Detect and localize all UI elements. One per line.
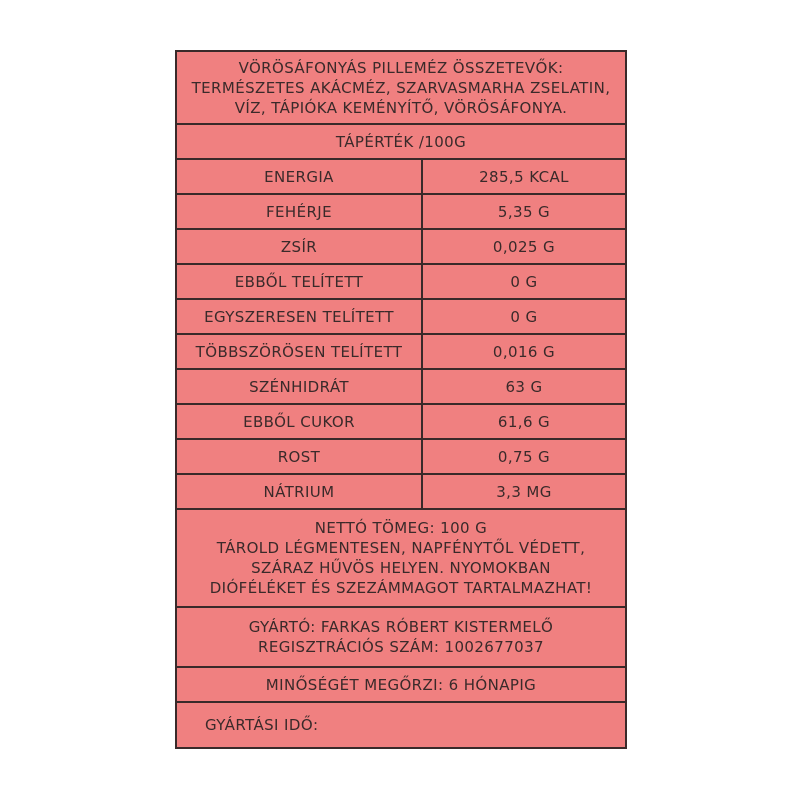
nutrition-row (177, 300, 625, 335)
nutrition-row (177, 335, 625, 370)
ingredients-line: VÍZ, TÁPIÓKA KEMÉNYÍTŐ, VÖRÖSÁFONYA. (234, 98, 568, 117)
producer-section (177, 608, 625, 668)
ingredients-title: VÖRÖSÁFONYÁS PILLEMÉZ ÖSSZETEVŐK: (238, 58, 564, 77)
net-weight: NETTÓ TÖMEG: 100 G (314, 519, 488, 537)
nutrient-value: 61,6 G (497, 412, 551, 431)
storage-line: SZÁRAZ HŰVÖS HELYEN. NYOMOKBAN (251, 559, 551, 577)
nutrient-value: 0,016 G (492, 342, 556, 361)
nutrient-value: 0,75 G (497, 447, 551, 466)
nutrient-name: ROST (177, 440, 423, 473)
best-before-row (177, 668, 625, 703)
storage-line: TÁROLD LÉGMENTESEN, NAPFÉNYTŐL VÉDETT, (216, 539, 586, 557)
nutrient-name: TÖBBSZÖRÖSEN TELÍTETT (177, 335, 423, 368)
storage-section (177, 510, 625, 608)
production-date-label: GYÁRTÁSI IDŐ: (205, 716, 319, 734)
nutrient-name: ZSÍR (177, 230, 423, 263)
nutrient-value: 5,35 G (497, 202, 551, 221)
nutrition-header-text: TÁPÉRTÉK /100G (335, 132, 467, 151)
nutrient-name: EGYSZERESEN TELÍTETT (177, 300, 423, 333)
best-before-text: MINŐSÉGÉT MEGŐRZI: 6 HÓNAPIG (265, 675, 537, 694)
nutrient-name: ENERGIA (177, 160, 423, 193)
nutrient-name: SZÉNHIDRÁT (177, 370, 423, 403)
product-label (175, 50, 627, 749)
nutrient-value: 0 G (510, 307, 538, 326)
nutrition-row (177, 230, 625, 265)
nutrition-header (177, 125, 625, 160)
registration-number: REGISZTRÁCIÓS SZÁM: 1002677037 (258, 638, 544, 656)
production-date-row (177, 703, 625, 747)
nutrient-name: EBBŐL TELÍTETT (177, 265, 423, 298)
nutrient-value: 0 G (510, 272, 538, 291)
ingredients-line: TERMÉSZETES AKÁCMÉZ, SZARVASMARHA ZSELATIN, (191, 78, 611, 97)
nutrient-name: EBBŐL CUKOR (177, 405, 423, 438)
producer-name: GYÁRTÓ: FARKAS RÓBERT KISTERMELŐ (248, 618, 554, 636)
nutrition-row (177, 160, 625, 195)
nutrient-name: FEHÉRJE (177, 195, 423, 228)
nutrition-row (177, 195, 625, 230)
ingredients-section (177, 52, 625, 125)
nutrient-value: 3,3 MG (496, 482, 552, 501)
nutrition-row (177, 440, 625, 475)
nutrient-value: 0,025 G (492, 237, 556, 256)
nutrition-row (177, 370, 625, 405)
nutrition-row (177, 265, 625, 300)
allergen-warning: DIÓFÉLÉKET ÉS SZEZÁMMAGOT TARTALMAZHAT! (209, 579, 593, 597)
nutrient-value: 63 G (505, 377, 543, 396)
nutrient-name: NÁTRIUM (177, 475, 423, 508)
nutrition-row (177, 405, 625, 440)
nutrient-value: 285,5 KCAL (479, 167, 569, 186)
nutrition-row (177, 475, 625, 510)
